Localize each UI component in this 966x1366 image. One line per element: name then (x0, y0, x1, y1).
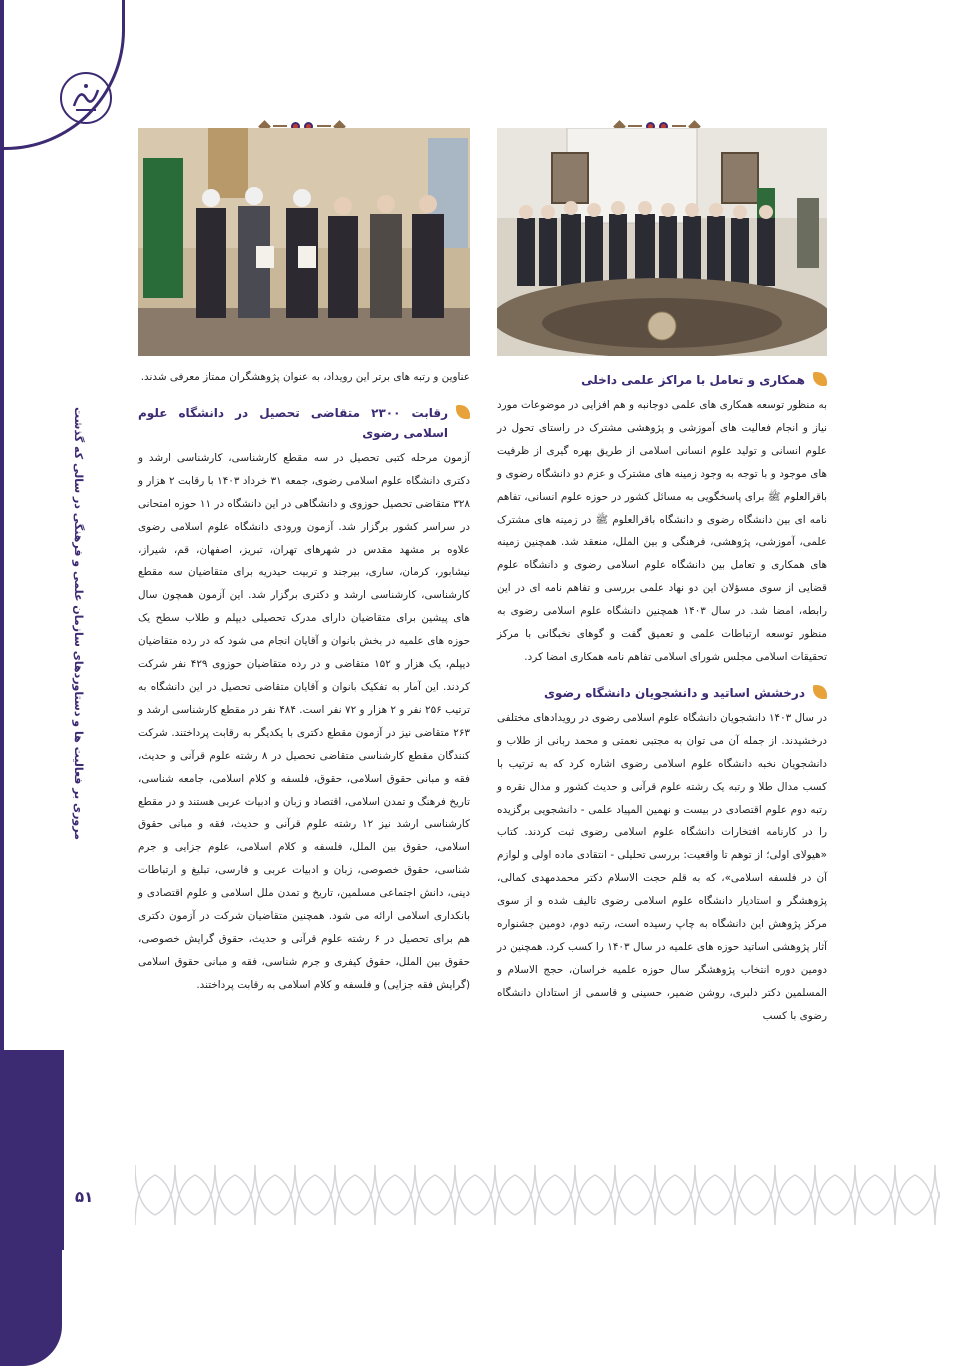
paragraph: به منظور توسعه همکاری های علمی دوجانبه و هم افزایی در موضوعات مورد نیاز و انجام فعالیت های آموزشی و پژوهشی مشترک در راستای تحول در علوم انسانی و تولید علوم انسانی اسلامی از طریق بهره گیری از ظرفیت های موجود و با توجه به وجود زمینه های مشترک و عزم دو دانشگاه رضوی و باقرالعلوم ﷺ برای پاسخگویی به مسائل کشور در حوزه علوم انسانی، تفاهم نامه ای بین دانشگاه رضوی و دانشگاه باقرالعلوم ﷺ در زمینه های مشترک علمی، آموزشی، پژوهشی، فرهنگی و بین الملل، منعقد شد. همچنین زمینه های همکاری و تعامل بین دانشگاه علوم اسلامی رضوی و دانشگاه علوم قضایی از سوی مسؤلان این دو نهاد علمی بررسی و تفاهم نامه ای در این رابطه، امضا شد. در سال ۱۴۰۳ همچنین دانشگاه علوم اسلامی رضوی به منظور توسعه ارتباطات علمی و تعمیق گفت و گوهای نخبگانی با مرکز تحقیقات اسلامی مجلس شورای اسلامی تفاهم نامه همکاری امضا کرد. (497, 399, 828, 663)
page-number: ۵۱ (75, 1188, 94, 1206)
paragraph: در سال ۱۴۰۳ دانشجویان دانشگاه علوم اسلامی رضوی در رویدادهای مختلفی درخشیدند. از جمله آن می توان به مجتبی نعمتی و محمد ربانی از طلاب و دانشجویان نخبه دانشگاه علوم اسلامی رضوی اشاره کرد که به ترتیب با کسب مدال طلا و رتبه یک رشته علوم قرآنی و حدیث کشور و مدال نقره و رتبه دوم علوم اقتصادی در بیست و نهمین المپیاد علمی - دانشجویی برگزیده را در کارنامه افتخارات دانشگاه علوم اسلامی رضوی ثبت کردند. کتاب «هیولای اولی؛ از توهم تا واقعیت: بررسی تحلیلی - انتقادی ماده اولی و لوازم آن در فلسفه اسلامی»، که به قلم حجت الاسلام دکتر محمدمهدی کمالی، پژوهشگر و استادیار دانشگاه علوم اسلامی رضوی تالیف شده و از سوی مرکز پژوهش این دانشگاه به چاپ رسیده است، رتبه دوم، دومین جشنواره آثار پژوهشی اساتید حوزه های علمیه در سال ۱۴۰۳ را کسب کرد. همچنین در دومین دوره انتخاب پژوهشگر سال حوزه علمیه خراسان، حجج الاسلام و المسلمین دکتر دلبری، روشن ضمیر، حسینی و قاسمی از استادان دانشگاه رضوی با کسب (497, 711, 827, 1022)
photo-ceremony (138, 128, 470, 356)
right-text-column (497, 366, 827, 1028)
sidebar-vertical-title: مروری بر فعالیت ها و دستاوردهای سازمان علمی و فرهنگی در سالی که گذشت (72, 407, 85, 840)
leaf-bullet-icon (456, 405, 470, 419)
section-heading-admission: رقابت ۲۳۰۰ متقاضی تحصیل در دانشگاه علوم اسلامی رضوی (138, 403, 470, 443)
magazine-logo-icon (60, 72, 112, 124)
page-number-tab (0, 1050, 62, 1366)
paragraph: عناوین و رتبه های برتر این رویداد، به عنوان پژوهشگران ممتاز معرفی شدند. (140, 371, 470, 383)
calligraphy-logo-icon (66, 78, 106, 118)
photo-meeting-room (497, 128, 827, 356)
left-text-column (138, 366, 470, 997)
footer-arabesque-pattern (135, 1165, 940, 1225)
leaf-bullet-icon (813, 372, 827, 386)
leaf-bullet-icon (813, 685, 827, 699)
paragraph: آزمون مرحله کتبی تحصیل در سه مقطع کارشناسی، کارشناسی ارشد و دکتری دانشگاه علوم اسلامی رضوی، جمعه ۳۱ خرداد ۱۴۰۳ با رقابت ۲ هزار و ۳۲۸ متقاضی تحصیل حوزوی و دانشگاهی در این دانشگاه در ۱۱ حوزه امتحانی در سراسر کشور برگزار شد. آزمون ورودی دانشگاه علوم اسلامی رضوی علاوه بر مشهد مقدس در شهرهای تهران، تبریز، اصفهان، قم، شیراز، نیشابور، کرمان، ساری، بیرجند و تربیت حیدریه برای متقاضیان سه مقطع کارشناسی، کارشناسی ارشد و دکتری برگزار شد. این آزمون همچون سال های پیشین برای متقاضیان دارای مدرک تحصیلی دیپلم و طلاب سطح یک حوزه های علمیه در بخش بانوان و آقایان انجام می شود که در رده متقاضیان دیپلم، یک هزار و ۱۵۲ متقاضی و در رده متقاضیان حوزوی ۴۲۹ نفر شرکت کردند. این آمار به تفکیک بانوان و آقایان متقاضی تحصیل در این دانشگاه به ترتیب ۲۵۶ نفر و ۲ هزار و ۷۲ نفر است. ۴۸۴ نفر در مقطع کارشناسی ارشد و ۲۶۳ متقاضی نیز در آزمون مقطع دکتری با یکدیگر به رقابت پرداختند. شرکت کنندگان مقطع کارشناسی متقاضی تحصیل در ۸ رشته علوم قرآنی و حدیث، فقه و مبانی حقوق اسلامی، حقوق، فلسفه و کلام اسلامی، جامعه شناسی، تاریخ فرهنگ و تمدن اسلامی، اقتصاد و زبان و ادبیات عربی هستند و در مقطع کارشناسی ارشد نیز ۱۲ رشته علوم قرآنی و حدیث، فقه و مبانی حقوق اسلامی، حقوق بین الملل، فلسفه و کلام اسلامی، علوم جزایی و جرم شناسی، حقوق خصوصی، زبان و ادبیات عربی و فارسی، تبلیغ و ارتباطات دینی، دانش اجتماعی مسلمین، تاریخ و تمدن ملل اسلامی و علوم اقتصادی و بانکداری اسلامی ارائه می شود. همچنین متقاضیان شرکت در آزمون دکتری هم برای تحصیل در ۶ رشته علوم قرآنی و حدیث، حقوق گرایش خصوصی، حقوق بین الملل، حقوق کیفری و جرم شناسی، فقه و مبانی حقوق اسلامی (گرایش فقه جزایی) و فلسفه و کلام اسلامی به رقابت پرداختند. (138, 451, 471, 991)
section-heading-achievements: درخشش اساتید و دانشجویان دانشگاه رضوی (497, 683, 827, 703)
sidebar-ribbon-arc (0, 0, 125, 150)
section-heading-cooperation: همکاری و تعامل با مراکز علمی داخلی (497, 370, 827, 390)
